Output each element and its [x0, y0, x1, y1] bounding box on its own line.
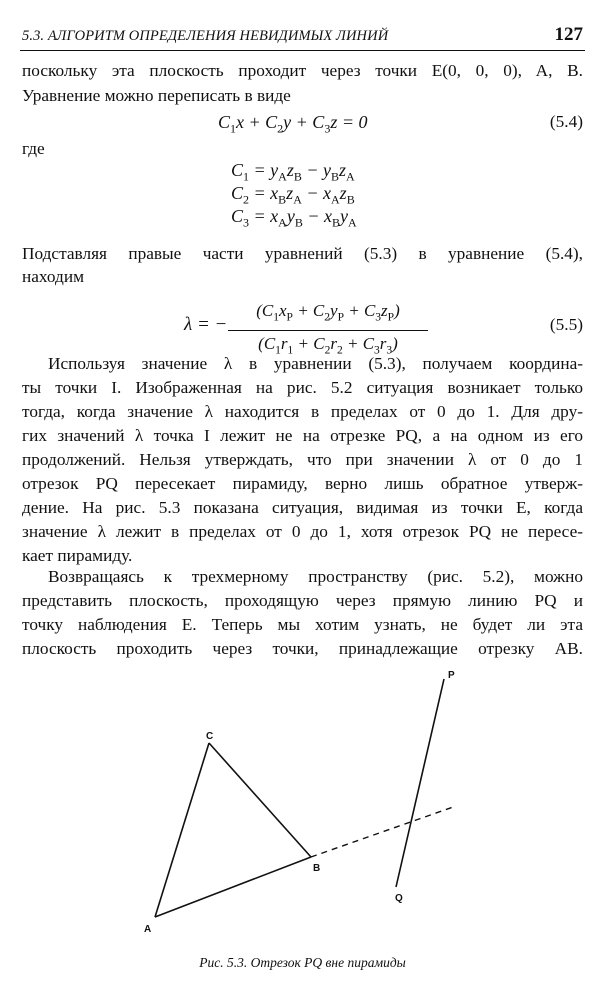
fraction-denominator: $(C_1r_1 + C_2r_2 + C_3r_3)$: [258, 334, 398, 357]
text-line: ты точки I. Изображенная на рис. 5.2 ситуация возникает только: [22, 378, 583, 397]
equation-5-4: $C_1x + C_2y + C_3z = 0$: [218, 112, 368, 136]
equation-c1: $C_1 = y_Az_B - y_Bz_A$: [231, 160, 355, 184]
text-line: Подставляя правые части уравнений (5.3) в уравнение (5.4),: [22, 244, 583, 263]
equation-lambda: λ = −: [184, 314, 228, 335]
text-line: Возвращаясь к трехмерному пространству (рис. 5.2), можно: [48, 567, 583, 586]
figure-5-3: [0, 655, 605, 955]
where-word: где: [22, 139, 45, 158]
segment-ab: [155, 857, 311, 917]
text-line: значение λ лежит в пределах от 0 до 1, хотя отрезок PQ не пересе-: [22, 522, 583, 541]
segment-ca: [155, 743, 209, 917]
header-title: 5.3. АЛГОРИТМ ОПРЕДЕЛЕНИЯ НЕВИДИМЫХ ЛИНИЙ: [22, 28, 389, 44]
text-line: продолжений. Нельзя утверждать, что при значении λ от 0 до 1: [22, 450, 583, 469]
page-number: 127: [554, 24, 583, 45]
fraction-numerator: $(C_1x_P + C_2y_P + C_3z_P)$: [256, 301, 400, 324]
text-line: находим: [22, 267, 85, 286]
text-line: Используя значение λ в уравнении (5.3), получаем координа-: [48, 354, 583, 373]
text-line: тогда, когда значение λ находится в пределах от 0 до 1. Для дру-: [22, 402, 583, 421]
text-line: плоскость проходить через точки, принадлежащие отрезку AB.: [22, 639, 583, 658]
label-a: A: [144, 924, 152, 935]
text-line: Уравнение можно переписать в виде: [22, 86, 291, 105]
text-line: гих значений λ точка I лежит не на отрезке PQ, а на одном из его: [22, 426, 583, 445]
text-line: представить плоскость, проходящую через прямую линию PQ и: [22, 591, 583, 610]
label-p: P: [448, 670, 455, 681]
label-q: Q: [395, 893, 403, 904]
equation-c3: $C_3 = x_Ay_B - x_By_A$: [231, 206, 357, 230]
text-line: кает пирамиду.: [22, 546, 133, 565]
equation-c2: $C_2 = x_Bz_A - x_Az_B$: [231, 183, 355, 207]
figure-caption: Рис. 5.3. Отрезок PQ вне пирамиды: [199, 955, 406, 970]
header-rule: [20, 50, 585, 51]
text-line: поскольку эта плоскость проходит через точки E(0, 0, 0), A, B.: [22, 61, 583, 80]
dashed-extension: [311, 806, 456, 857]
running-header: [22, 24, 583, 48]
label-c: C: [206, 731, 214, 742]
segment-pq: [396, 679, 444, 887]
label-b: B: [313, 863, 321, 874]
segment-cb: [209, 743, 311, 857]
equation-number-5-4: (5.4): [549, 112, 583, 131]
equation-number-5-5: (5.5): [549, 315, 583, 334]
fraction-bar: [228, 330, 428, 331]
text-line: дение. На рис. 5.3 показана ситуация, видимая из точки E, когда: [22, 498, 583, 517]
text-line: точку наблюдения E. Теперь мы хотим узнать, не будет ли эта: [22, 615, 583, 634]
text-line: отрезок PQ пересекает пирамиду, верно лишь обратное утверж-: [22, 474, 583, 493]
